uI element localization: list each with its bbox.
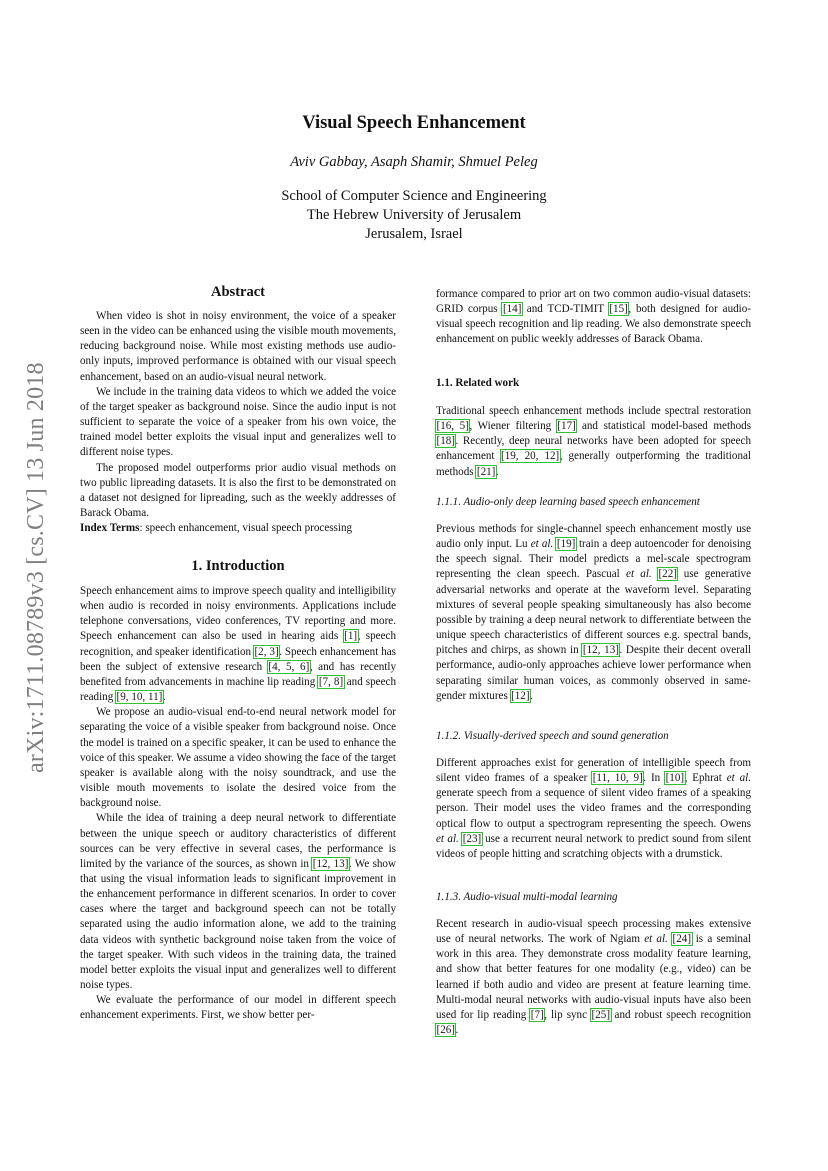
paper-title: Visual Speech Enhancement xyxy=(302,113,526,133)
citation-link[interactable]: [15] xyxy=(609,303,628,316)
text-run: , speech recognition, and speaker identification xyxy=(80,630,396,658)
related-paragraph xyxy=(436,404,751,480)
intro-continuation xyxy=(436,287,751,348)
intro-paragraph: We propose an audio-visual end-to-end neural network model for separating the voice of a visible speaker from background noise. Once the model is trained on a specific speaker, it can be used to enhance the voice of this speaker. We assume a video showing the face of the target speaker is available along with the noisy soundtrack, and use the visible mouth movements to isolate the desired voice from the background noise. xyxy=(80,706,396,810)
audio-only-paragraph xyxy=(436,522,751,704)
intro-paragraph xyxy=(80,811,396,993)
text-run: . Despite their decent overall performance, audio-only approaches achieve lower performance when separating similar human voices, as commonly observed in same-gender mixtures xyxy=(436,644,752,702)
multimodal-body xyxy=(436,917,751,1038)
citation-link[interactable]: [26] xyxy=(436,1024,455,1037)
citation-link[interactable]: [10] xyxy=(665,772,685,785)
intro-paragraph: We evaluate the performance of our model in different speech enhancement experiments. First, we show better per- xyxy=(80,994,396,1022)
text-run: Recent research in audio-visual speech processing makes extensive use of neural networks. The work of Ngiam xyxy=(436,918,751,946)
citation-link[interactable]: [17] xyxy=(557,420,576,433)
text-run: and robust speech recognition xyxy=(610,1008,752,1021)
text-run: , and has recently benefited from advancements in machine lip reading xyxy=(80,660,397,688)
text-run: Speech enhancement aims to improve speech quality and intelligibility when audio is recorded in noisy environments. Applications include telephone conversations, video conferences, TV reporting and more. Speech enhancement can also be used in hearing aids xyxy=(80,585,396,643)
text-run: train a deep autoencoder for denoising the speech signal. Their model predicts a mel-scale spectrogram representing the clean speech. Pascual xyxy=(436,538,752,581)
text-run: Previous methods for single-channel speech enhancement mostly use audio only input. Lu xyxy=(436,523,751,551)
text-run: and TCD-TIMIT xyxy=(521,303,609,316)
text-run: . Recently, deep neural networks have been adopted for speech enhancement xyxy=(436,435,751,463)
text-run: . xyxy=(495,465,499,478)
citation-link[interactable]: [23] xyxy=(462,832,482,845)
text-run: use generative adversarial networks and operate at the waveform level. Separating mixtures of several people speaking simultaneously has also become possible by training a deep neural network to differentiate between the unique speech characteristics of different sources e.g. spectral bands, pitches and chirps, as shown in xyxy=(436,568,752,657)
affiliation-line: School of Computer Science and Engineering xyxy=(281,188,547,204)
citation-link[interactable]: [22] xyxy=(658,568,677,581)
introduction-body xyxy=(80,584,396,1024)
citation-link[interactable]: [19, 20, 12] xyxy=(501,450,560,463)
emphasis: et al. xyxy=(644,933,668,946)
affiliation-line: The Hebrew University of Jerusalem xyxy=(306,207,522,223)
citation-link[interactable]: [24] xyxy=(672,933,692,946)
visually-derived-body xyxy=(436,756,751,862)
subsection-heading-related-work: 1.1. Related work xyxy=(436,377,520,389)
text-run: and statistical model-based methods xyxy=(576,420,752,433)
text-run: While the idea of training a deep neural network to differentiate between the unique speech or auditory characteristics of different sources can be very effective in several cases, the performance is limited by the variance of the sources, as shown in xyxy=(80,812,396,870)
visually-derived-paragraph xyxy=(436,756,751,862)
emphasis: et al. xyxy=(626,568,652,581)
text-run: Traditional speech enhancement methods include spectral restoration xyxy=(436,405,751,417)
emphasis: et al. xyxy=(530,538,554,551)
index-terms xyxy=(80,521,396,536)
subsubsection-heading-multimodal: 1.1.3. Audio-visual multi-modal learning xyxy=(436,891,618,903)
citation-link[interactable]: [7, 8] xyxy=(318,675,344,688)
intro-paragraph xyxy=(80,584,396,705)
emphasis: et al. xyxy=(436,832,459,845)
related-work-body xyxy=(436,404,751,480)
subsubsection-heading-audio-only: 1.1.1. Audio-only deep learning based speech enhancement xyxy=(436,496,700,508)
text-run: generate speech from a sequence of silent video frames of a speaking person. Their model uses the video frames and the corresponding optical flow to output a spectrogram representing the speech. Owens xyxy=(436,787,751,830)
citation-link[interactable]: [1] xyxy=(344,630,358,643)
affiliation-line: Jerusalem, Israel xyxy=(365,226,463,242)
text-run: . Speech enhancement has been the subject of extensive research xyxy=(80,645,397,673)
text-run: is a seminal work in this area. They demonstrate cross modality feature learning, and show that better features for one modality (e.g., video) can be learned if both audio and video are present at feature learning time. Multi-modal neural networks with audio-visual inputs have also been used for lip reading xyxy=(436,933,751,1021)
abstract-body xyxy=(80,309,396,536)
text-run: . xyxy=(162,691,166,704)
text-run: use a recurrent neural network to predict sound from silent videos of people hitting and scratching objects with a drumstick. xyxy=(436,832,751,860)
text-run: . xyxy=(530,689,533,702)
text-run: . In xyxy=(643,772,666,785)
citation-link[interactable]: [12, 13] xyxy=(312,857,349,870)
text-run: , lip sync xyxy=(544,1008,592,1021)
citation-link[interactable]: [12] xyxy=(511,689,530,702)
arxiv-side-stamp: arXiv:1711.08789v3 [cs.CV] 13 Jun 2018 xyxy=(23,362,49,773)
subsubsection-heading-visually-derived: 1.1.2. Visually-derived speech and sound generation xyxy=(436,730,669,742)
text-run: Different approaches exist for generation of intelligible speech from silent video frames of a speaker xyxy=(436,757,751,785)
multimodal-paragraph xyxy=(436,917,751,1038)
citation-link[interactable]: [4, 5, 6] xyxy=(268,660,310,673)
text-run: and speech reading xyxy=(80,675,396,704)
emphasis: et al. xyxy=(726,772,751,785)
text-run: , Wiener filtering xyxy=(469,420,557,433)
citation-link[interactable]: [16, 5] xyxy=(436,420,469,433)
audio-only-body xyxy=(436,522,751,704)
abstract-paragraph: The proposed model outperforms prior audio visual methods on two public lipreading datasets. It is also the first to be demonstrated on a dataset not designed for lipreading, such as the weekly addresses of Barack Obama. xyxy=(80,461,396,520)
citation-link[interactable]: [21] xyxy=(476,465,496,478)
citation-link[interactable]: [7] xyxy=(530,1008,544,1021)
section-heading-introduction: 1. Introduction xyxy=(191,558,285,574)
text-run: , generally outperforming the traditional methods xyxy=(436,450,751,478)
abstract-heading: Abstract xyxy=(211,284,265,300)
text-run: , both designed for audio-visual speech recognition and lip reading. We also demonstrate speech enhancement on public weekly addresses of Barack Obama. xyxy=(436,303,751,346)
citation-link[interactable]: [25] xyxy=(591,1008,611,1021)
index-terms-text: : speech enhancement, visual speech processing xyxy=(139,522,353,535)
text-run: formance compared to prior art on two common audio-visual datasets: GRID corpus xyxy=(436,288,751,316)
citation-link[interactable]: [9, 10, 11] xyxy=(116,691,163,704)
intro-paragraph xyxy=(436,287,751,348)
index-terms-label: Index Terms xyxy=(80,522,140,535)
citation-link[interactable]: [19] xyxy=(556,538,576,551)
citation-link[interactable]: [11, 10, 9] xyxy=(592,772,643,785)
text-run: . xyxy=(455,1024,459,1037)
citation-link[interactable]: [18] xyxy=(436,435,455,448)
citation-link[interactable]: [2, 3] xyxy=(254,645,279,658)
text-run: . We show that using the visual information leads to significant improvement in the enhancement performance in different scenarios. In order to cover cases where the target and background speech can not be totally separated using the audio information alone, we add to the training data videos with synthetic background noise taken from the voice of the target speaker. With such videos in the training data, the trained model better exploits the visual input and generalizes well to different noise types. xyxy=(80,857,396,992)
authors: Aviv Gabbay, Asaph Shamir, Shmuel Peleg xyxy=(290,154,538,170)
abstract-paragraph: We include in the training data videos to which we added the voice of the target speaker as background noise. Since the audio input is not sufficient to separate the voice of a speaker from his own voice, the trained model better exploits the visual input and generalizes well to different noise types. xyxy=(80,385,396,459)
citation-link[interactable]: [12, 13] xyxy=(582,644,619,657)
abstract-paragraph: When video is shot in noisy environment, the voice of a speaker seen in the video can be enhanced using the visible mouth movements, reducing background noise. While most existing methods use audio-only inputs, improved performance is obtained with our visual speech enhancement, based on an audio-visual neural network. xyxy=(80,310,396,383)
citation-link[interactable]: [14] xyxy=(502,303,522,316)
text-run: , Ephrat xyxy=(684,772,727,785)
